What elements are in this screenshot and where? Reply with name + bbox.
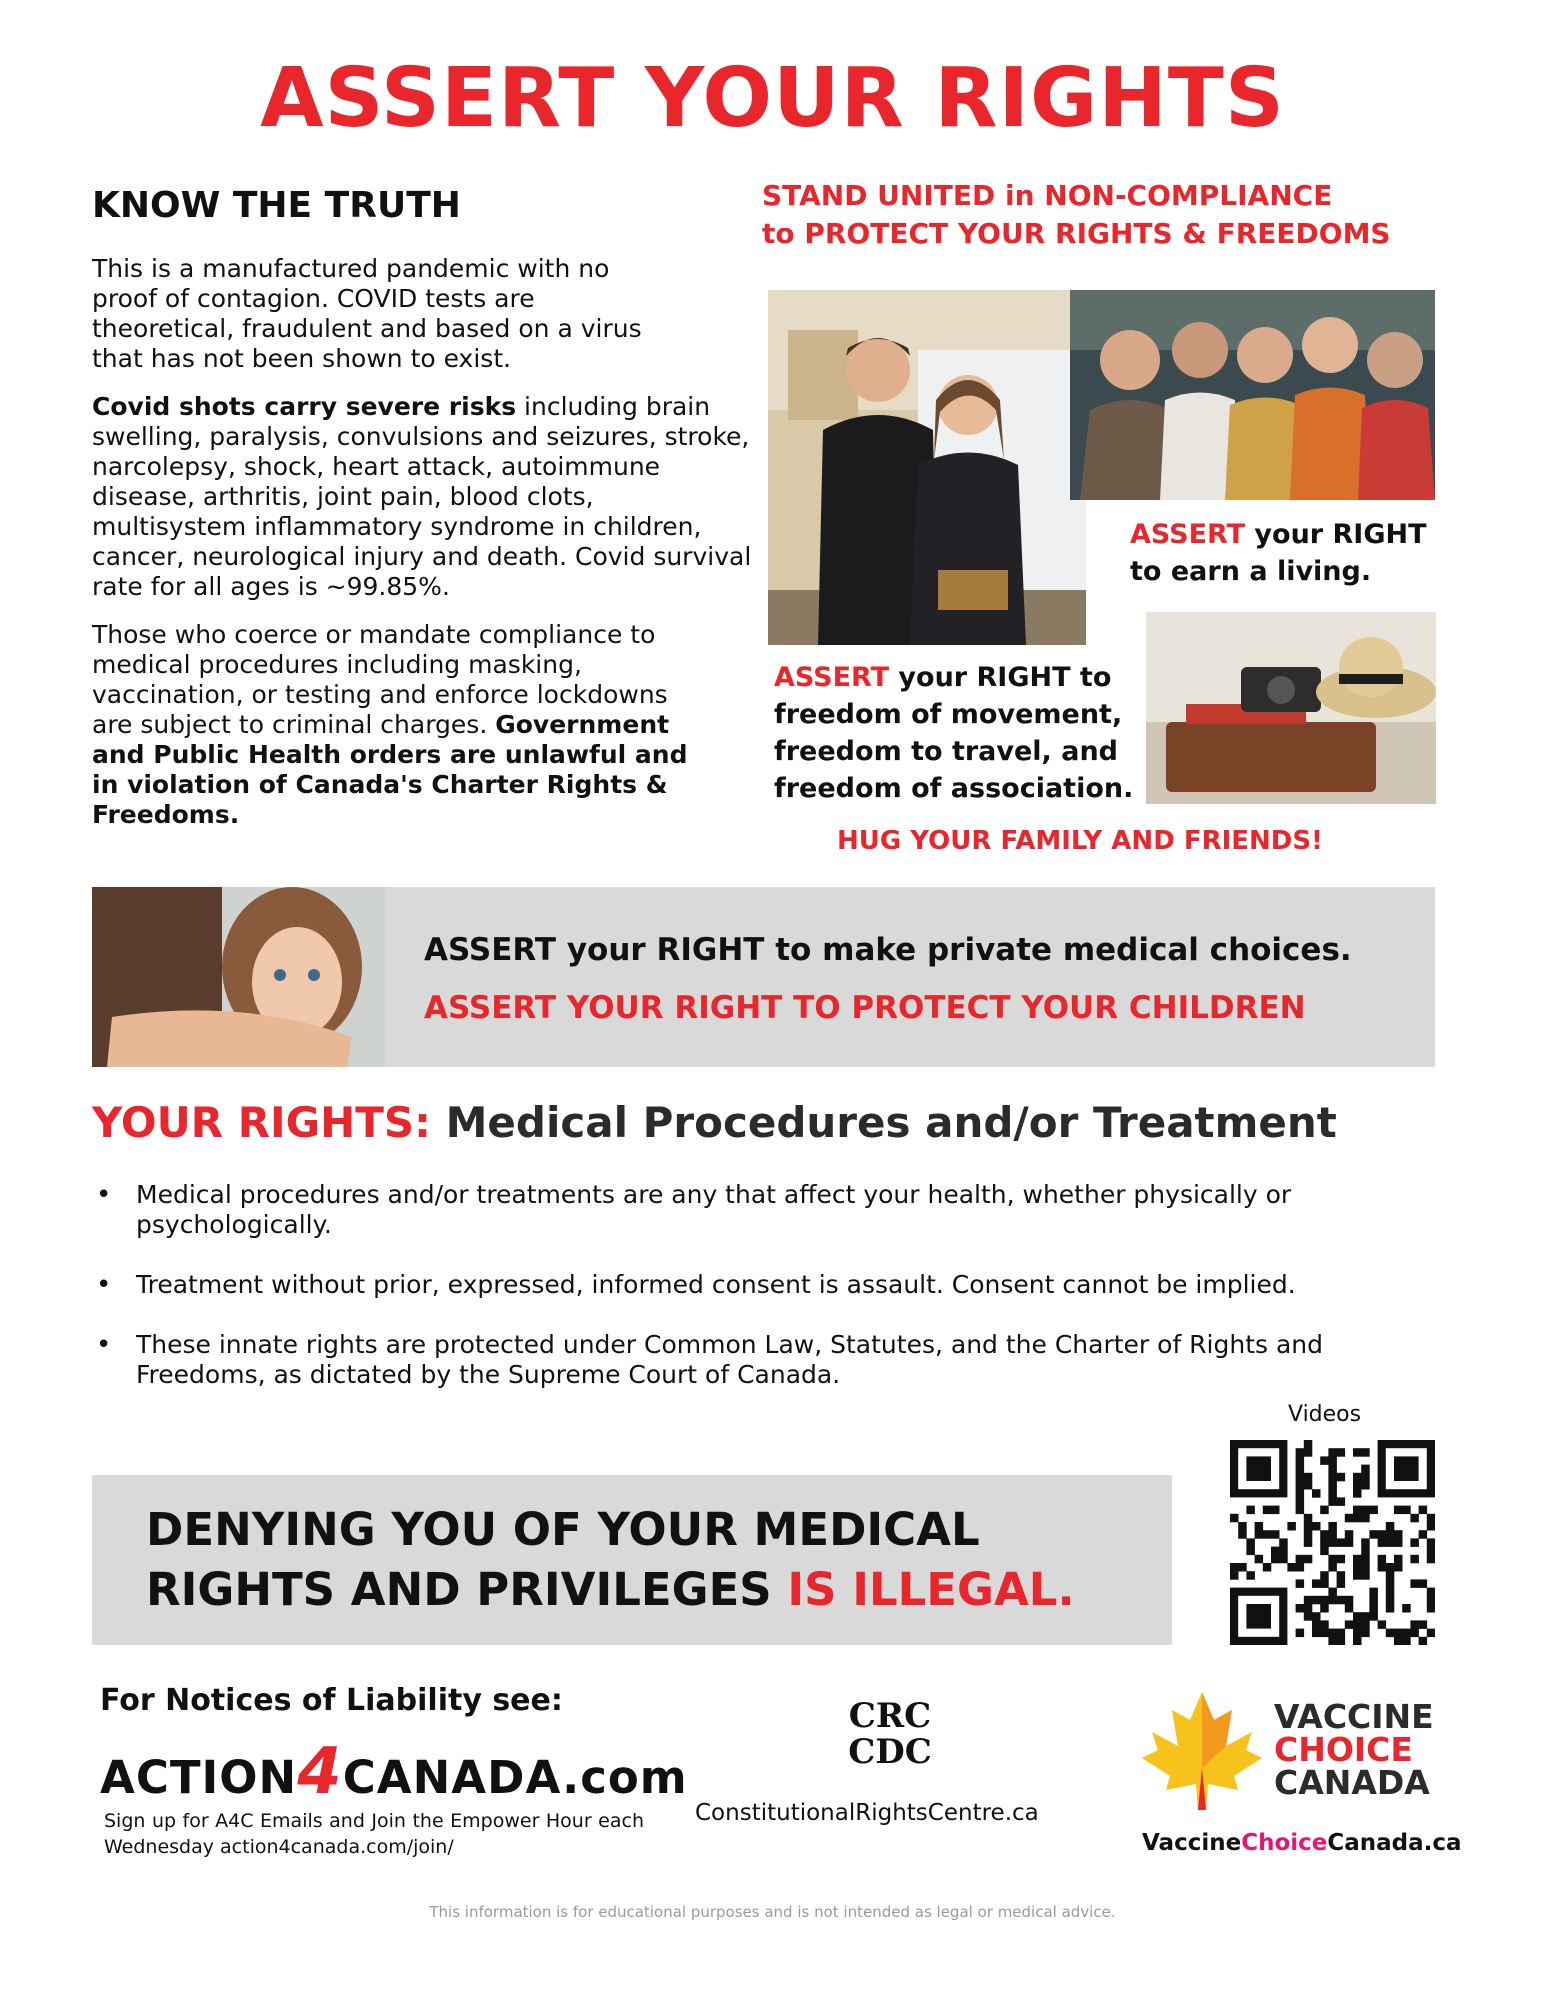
hug-text: HUG YOUR FAMILY AND FRIENDS! [837, 826, 1323, 856]
your-rights-heading [92, 1098, 1337, 1147]
freedom-line-1-rest: your RIGHT to [889, 662, 1112, 693]
bullet-icon: • [96, 1180, 112, 1210]
qr-code-icon [1230, 1440, 1435, 1645]
truth-paragraph-2 [92, 392, 752, 602]
qr-label: Videos [1288, 1402, 1362, 1427]
a4c-part-2: CANADA.com [342, 1751, 688, 1804]
know-the-truth-heading: KNOW THE TRUTH [92, 185, 461, 226]
freedom-caption [774, 659, 1133, 807]
bullet-text: Treatment without prior, expressed, informed consent is assault. Consent cannot be implied. [136, 1270, 1296, 1299]
earn-living-line-1 [1130, 516, 1427, 553]
crowd-photo [1070, 290, 1435, 500]
videos-qr-code[interactable] [1230, 1440, 1435, 1645]
page-title: ASSERT YOUR RIGHTS [260, 51, 1285, 146]
rights-bullet-list [92, 1180, 1422, 1420]
earn-living-line-2: to earn a living. [1130, 556, 1372, 587]
stand-united-line-2: to PROTECT YOUR RIGHTS & FREEDOMS [762, 217, 1391, 250]
earn-living-line-1-rest: your RIGHT [1245, 519, 1427, 550]
earn-living-caption [1130, 516, 1427, 590]
illegal-notice-line-2-red: IS ILLEGAL. [787, 1563, 1075, 1616]
vcc-url-part-1: Vaccine [1142, 1830, 1242, 1856]
left-column-text [92, 254, 752, 830]
vcc-line-2: CHOICE [1274, 1730, 1413, 1769]
stand-united-line-1: STAND UNITED in NON-COMPLIANCE [762, 179, 1333, 212]
bullet-text: Medical procedures and/or treatments are any that affect your health, whether physically or psychologically. [136, 1180, 1292, 1239]
truth-paragraph-3-bold: Government and Public Health orders are unlawful and in violation of Canada's Charter Rights & Freedoms. [92, 710, 688, 829]
crc-url-link[interactable]: ConstitutionalRightsCentre.ca [695, 1800, 1039, 1826]
illegal-notice-text [146, 1500, 1075, 1620]
freedom-line-4: freedom of association. [774, 773, 1134, 804]
truth-paragraph-3-text: Those who coerce or mandate compliance to medical procedures including masking, vaccination, or testing and enforce lockdowns are subject to criminal charges. [92, 620, 668, 739]
a4c-part-1: ACTION [100, 1751, 298, 1804]
freedom-line-3: freedom to travel, and [774, 736, 1118, 767]
bullet-icon: • [96, 1270, 112, 1300]
illegal-notice-line-2-black: RIGHTS AND PRIVILEGES [146, 1563, 788, 1616]
freedom-assert: ASSERT [774, 662, 890, 693]
notices-heading: For Notices of Liability see: [100, 1683, 563, 1718]
illegal-notice-line-1: DENYING YOU OF YOUR MEDICAL [146, 1503, 980, 1556]
vcc-line-3: CANADA [1274, 1763, 1430, 1802]
medical-choices-line: ASSERT your RIGHT to make private medical choices. [424, 932, 1352, 968]
workers-photo [768, 290, 1086, 645]
freedom-line-1 [774, 659, 1133, 696]
protect-children-line: ASSERT YOUR RIGHT TO PROTECT YOUR CHILDREN [424, 990, 1306, 1026]
stand-united-heading [762, 177, 1391, 253]
truth-paragraph-2-bold: Covid shots carry severe risks [92, 392, 517, 421]
earn-living-assert: ASSERT [1130, 519, 1246, 550]
your-rights-subject: Medical Procedures and/or Treatment [430, 1098, 1337, 1147]
list-item [92, 1330, 1426, 1390]
list-item [92, 1270, 1422, 1300]
crc-logo [810, 1698, 970, 1770]
vaccine-choice-canada-logo-text [1274, 1697, 1434, 1802]
vcc-url-part-2: Choice [1241, 1830, 1328, 1856]
illegal-notice-line-2 [146, 1560, 1075, 1620]
your-rights-label: YOUR RIGHTS: [92, 1098, 431, 1147]
travel-photo [1146, 612, 1436, 804]
disclaimer-text: This information is for educational purposes and is not intended as legal or medical advice. [429, 1903, 1116, 1921]
signup-text: Sign up for A4C Emails and Join the Empower Hour each Wednesday action4canada.com/join/ [104, 1810, 644, 1858]
a4c-four: 4 [297, 1735, 343, 1809]
bullet-icon: • [96, 1330, 112, 1360]
crc-logo-line-1: CRC [848, 1696, 932, 1736]
list-item [92, 1180, 1422, 1240]
crc-logo-line-2: CDC [848, 1732, 932, 1772]
truth-paragraph-1: This is a manufactured pandemic with no proof of contagion. COVID tests are theoretical, fraudulent and based on a virus that has not been shown to exist. [92, 254, 642, 373]
freedom-line-2: freedom of movement, [774, 699, 1123, 730]
truth-paragraph-2-rest: including brain swelling, paralysis, convulsions and seizures, stroke, narcolepsy, shock, heart attack, autoimmune disease, arthritis, joint pain, blood clots, multisystem inflammatory syndrome in children, cancer, neurological injury and death. Covid survival rate for all ages is ~99.85%. [92, 392, 752, 601]
medical-choices-band [385, 887, 1435, 1067]
maple-leaf-icon [1140, 1688, 1265, 1813]
vcc-line-1: VACCINE [1274, 1697, 1434, 1736]
vcc-url-link[interactable] [1142, 1830, 1462, 1856]
child-hug-photo [92, 887, 387, 1067]
truth-paragraph-3 [92, 620, 702, 830]
action4canada-logo[interactable] [100, 1735, 688, 1809]
bullet-text: These innate rights are protected under Common Law, Statutes, and the Charter of Rights and Freedoms, as dictated by the Supreme Court of Canada. [136, 1330, 1324, 1389]
vcc-url-part-3: Canada.ca [1327, 1830, 1462, 1856]
